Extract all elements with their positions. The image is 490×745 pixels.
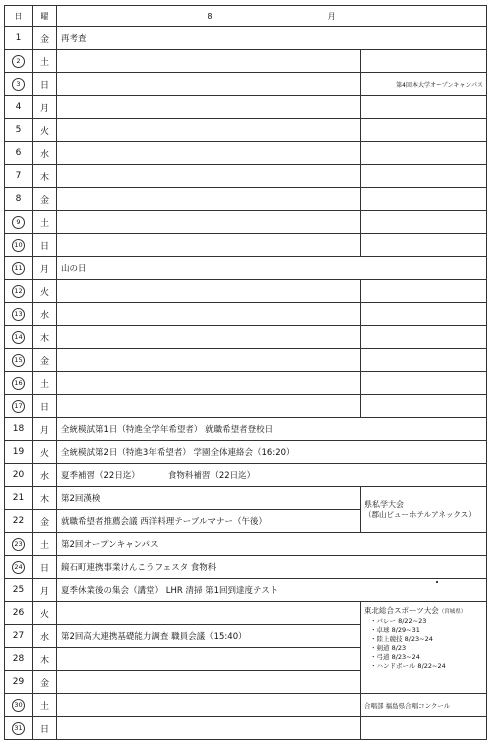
sports-meet-title <box>364 606 486 617</box>
day-cell <box>5 487 33 510</box>
event-cell <box>57 487 361 510</box>
day-number-holiday: 17 <box>12 400 25 413</box>
day-number: 20 <box>12 470 25 480</box>
weekday-cell: 月 <box>33 96 57 119</box>
day-number-holiday: 31 <box>12 722 25 735</box>
private-school-meet-cell <box>361 487 487 533</box>
day-cell <box>5 694 33 717</box>
event-cell <box>57 234 361 257</box>
event-cell <box>57 556 487 579</box>
day-cell <box>5 96 33 119</box>
weekday-cell: 水 <box>33 303 57 326</box>
day-cell <box>5 579 33 602</box>
table-row <box>5 418 487 441</box>
event-cell <box>57 73 361 96</box>
event-text: 第2回高大連携基礎能力調査 職員会議（15:40） <box>61 632 247 642</box>
day-number: 29 <box>12 677 25 687</box>
weekday-cell: 土 <box>33 211 57 234</box>
weekday-cell: 金 <box>33 188 57 211</box>
table-row <box>5 50 487 73</box>
weekday-cell: 木 <box>33 165 57 188</box>
day-cell <box>5 717 33 740</box>
event-cell <box>57 211 361 234</box>
sports-event-item: ・ハンドボール 8/22~24 <box>370 662 446 670</box>
side-empty-cell <box>361 349 487 372</box>
weekday-cell: 金 <box>33 671 57 694</box>
event-text: 全統模試第2日（特進3年希望者） 学園全体連絡会（16:20） <box>61 448 295 458</box>
event-cell <box>57 142 361 165</box>
side-empty-cell <box>361 395 487 418</box>
table-row <box>5 533 487 556</box>
day-number-holiday: 10 <box>12 239 25 252</box>
sports-event-item: ・陸上競技 8/23~24 <box>370 635 433 643</box>
weekday-column-header: 曜 <box>33 6 57 27</box>
event-cell <box>57 464 487 487</box>
event-text: 鏡石町連携事業けんこうフェスタ 食物科 <box>61 563 217 573</box>
weekday-cell: 土 <box>33 533 57 556</box>
table-row <box>5 257 487 280</box>
event-cell <box>57 717 361 740</box>
event-cell <box>57 579 487 602</box>
sports-meet-prefecture: （宮城県） <box>438 609 467 615</box>
side-empty-cell <box>361 211 487 234</box>
event-text: 第2回オープンキャンパス <box>61 540 159 550</box>
day-number-holiday: 3 <box>12 78 25 91</box>
day-cell <box>5 211 33 234</box>
table-row <box>5 142 487 165</box>
event-cell <box>57 349 361 372</box>
day-number: 5 <box>15 125 22 135</box>
day-cell <box>5 50 33 73</box>
month-unit: 月 <box>327 11 336 21</box>
weekday-cell: 日 <box>33 556 57 579</box>
event-text: 第2回漢検 <box>61 494 101 504</box>
day-number-holiday: 15 <box>12 354 25 367</box>
weekday-cell: 火 <box>33 280 57 303</box>
day-number-holiday: 16 <box>12 377 25 390</box>
day-cell <box>5 510 33 533</box>
day-number-holiday: 30 <box>12 699 25 712</box>
calendar-sheet <box>4 5 486 739</box>
day-number-holiday: 12 <box>12 285 25 298</box>
weekday-cell: 木 <box>33 487 57 510</box>
weekday-cell: 木 <box>33 326 57 349</box>
table-row <box>5 441 487 464</box>
day-cell <box>5 234 33 257</box>
day-cell <box>5 441 33 464</box>
event-cell <box>57 441 487 464</box>
table-row <box>5 694 487 717</box>
day-number: 21 <box>12 493 25 503</box>
day-cell <box>5 257 33 280</box>
event-cell <box>57 119 361 142</box>
day-number: 27 <box>12 631 25 641</box>
event-cell <box>57 533 487 556</box>
weekday-cell: 火 <box>33 119 57 142</box>
event-cell <box>57 418 487 441</box>
table-row <box>5 326 487 349</box>
private-meet-venue: （郡山ビューホテルアネックス） <box>364 509 476 519</box>
day-cell <box>5 188 33 211</box>
event-cell <box>57 96 361 119</box>
day-cell <box>5 533 33 556</box>
weekday-cell: 日 <box>33 234 57 257</box>
day-cell <box>5 625 33 648</box>
weekday-cell: 日 <box>33 73 57 96</box>
day-number-holiday: 24 <box>12 561 25 574</box>
event-text: 夏季補習（22日迄） <box>61 471 140 481</box>
event-text: 就職希望者推薦会議 西洋料理テーブルマナー（午後） <box>61 517 267 527</box>
day-cell <box>5 119 33 142</box>
event-text: 全統模試第1日（特進全学年希望者） 就職希望者登校日 <box>61 425 274 435</box>
table-row <box>5 96 487 119</box>
day-cell <box>5 464 33 487</box>
day-number-holiday: 2 <box>12 55 25 68</box>
month-header <box>57 6 487 27</box>
table-row <box>5 211 487 234</box>
table-row <box>5 27 487 50</box>
weekday-cell: 月 <box>33 257 57 280</box>
choir-contest-cell: 合唱部 福島県合唱コンクール <box>361 694 487 717</box>
weekday-cell: 金 <box>33 510 57 533</box>
table-row <box>5 280 487 303</box>
event-cell <box>57 510 361 533</box>
side-empty-cell <box>361 50 487 73</box>
day-cell <box>5 372 33 395</box>
event-cell <box>57 27 487 50</box>
day-cell <box>5 27 33 50</box>
side-empty-cell <box>361 326 487 349</box>
table-row <box>5 464 487 487</box>
weekday-cell: 水 <box>33 464 57 487</box>
event-text-secondary: 食物科補習（22日迄） <box>167 471 256 481</box>
day-number-holiday: 14 <box>12 331 25 344</box>
day-number: 26 <box>12 608 25 618</box>
event-cell <box>57 188 361 211</box>
day-cell <box>5 418 33 441</box>
event-text: 山の日 <box>61 264 87 274</box>
event-cell <box>57 694 361 717</box>
day-cell <box>5 349 33 372</box>
weekday-cell: 火 <box>33 602 57 625</box>
month-number: 8 <box>207 11 213 21</box>
event-cell <box>57 671 361 694</box>
day-number: 19 <box>12 447 25 457</box>
event-cell <box>57 50 361 73</box>
table-row <box>5 119 487 142</box>
table-row <box>5 73 487 96</box>
event-cell <box>57 602 361 625</box>
weekday-cell: 木 <box>33 648 57 671</box>
table-row <box>5 556 487 579</box>
tohoku-sports-meet-cell <box>361 602 487 694</box>
table-row <box>5 579 487 602</box>
day-number: 8 <box>15 194 22 204</box>
sports-event-item: ・バレー 8/22~23 <box>370 617 427 625</box>
side-empty-cell <box>361 119 487 142</box>
table-row <box>5 303 487 326</box>
weekday-cell: 金 <box>33 27 57 50</box>
open-campus-note: 第4回本大学オープンキャンパス <box>361 73 487 96</box>
weekday-cell: 土 <box>33 372 57 395</box>
table-row <box>5 372 487 395</box>
event-cell <box>57 165 361 188</box>
weekday-cell: 日 <box>33 717 57 740</box>
event-text: 再考査 <box>61 34 87 44</box>
event-cell <box>57 280 361 303</box>
side-empty-cell <box>361 303 487 326</box>
day-number-holiday: 23 <box>12 538 25 551</box>
header-row <box>5 6 487 27</box>
event-cell <box>57 326 361 349</box>
day-cell <box>5 142 33 165</box>
weekday-cell: 土 <box>33 50 57 73</box>
day-cell <box>5 165 33 188</box>
day-cell <box>5 326 33 349</box>
day-number: 4 <box>15 102 22 112</box>
event-cell <box>57 395 361 418</box>
table-row <box>5 234 487 257</box>
day-cell <box>5 303 33 326</box>
day-cell <box>5 671 33 694</box>
table-row <box>5 349 487 372</box>
table-row <box>5 188 487 211</box>
day-number: 22 <box>12 516 25 526</box>
side-empty-cell <box>361 142 487 165</box>
side-empty-cell <box>361 280 487 303</box>
day-cell <box>5 556 33 579</box>
day-number: 25 <box>12 585 25 595</box>
event-cell <box>57 625 361 648</box>
day-number: 6 <box>15 148 22 158</box>
day-column-header: 日 <box>5 6 33 27</box>
side-empty-cell <box>361 165 487 188</box>
weekday-cell: 月 <box>33 418 57 441</box>
event-cell <box>57 372 361 395</box>
day-number: 7 <box>15 171 22 181</box>
day-cell <box>5 602 33 625</box>
day-cell <box>5 648 33 671</box>
day-number: 1 <box>15 33 22 43</box>
private-meet-title: 県私学大会 <box>364 499 404 509</box>
weekday-cell: 月 <box>33 579 57 602</box>
event-cell <box>57 648 361 671</box>
table-row <box>5 165 487 188</box>
side-empty-cell <box>361 717 487 740</box>
day-number-holiday: 11 <box>12 262 25 275</box>
weekday-cell: 火 <box>33 441 57 464</box>
august-schedule-table <box>4 5 487 740</box>
day-number-holiday: 9 <box>12 216 25 229</box>
event-text: 夏季休業後の集会（講堂） LHR 清掃 第1回到達度テスト <box>61 586 279 596</box>
table-row <box>5 487 487 510</box>
weekday-cell: 土 <box>33 694 57 717</box>
side-empty-cell <box>361 188 487 211</box>
day-number: 18 <box>12 424 25 434</box>
weekday-cell: 水 <box>33 142 57 165</box>
event-cell <box>57 257 487 280</box>
day-cell <box>5 395 33 418</box>
sports-meet-title-text: 東北総合スポーツ大会 <box>364 606 439 615</box>
event-cell <box>57 303 361 326</box>
day-cell <box>5 73 33 96</box>
table-row <box>5 602 487 625</box>
side-empty-cell <box>361 96 487 119</box>
weekday-cell: 金 <box>33 349 57 372</box>
sports-event-item: ・弓道 8/23~24 <box>370 653 420 661</box>
day-cell <box>5 280 33 303</box>
side-empty-cell <box>361 234 487 257</box>
day-number: 28 <box>12 654 25 664</box>
sports-event-item: ・剣道 8/23 <box>370 644 407 652</box>
table-row <box>5 395 487 418</box>
weekday-cell: 日 <box>33 395 57 418</box>
weekday-cell: 水 <box>33 625 57 648</box>
sports-event-item: ・卓球 8/29~31 <box>370 626 420 634</box>
side-empty-cell <box>361 372 487 395</box>
stray-dot <box>436 581 438 583</box>
table-row <box>5 717 487 740</box>
day-number-holiday: 13 <box>12 308 25 321</box>
